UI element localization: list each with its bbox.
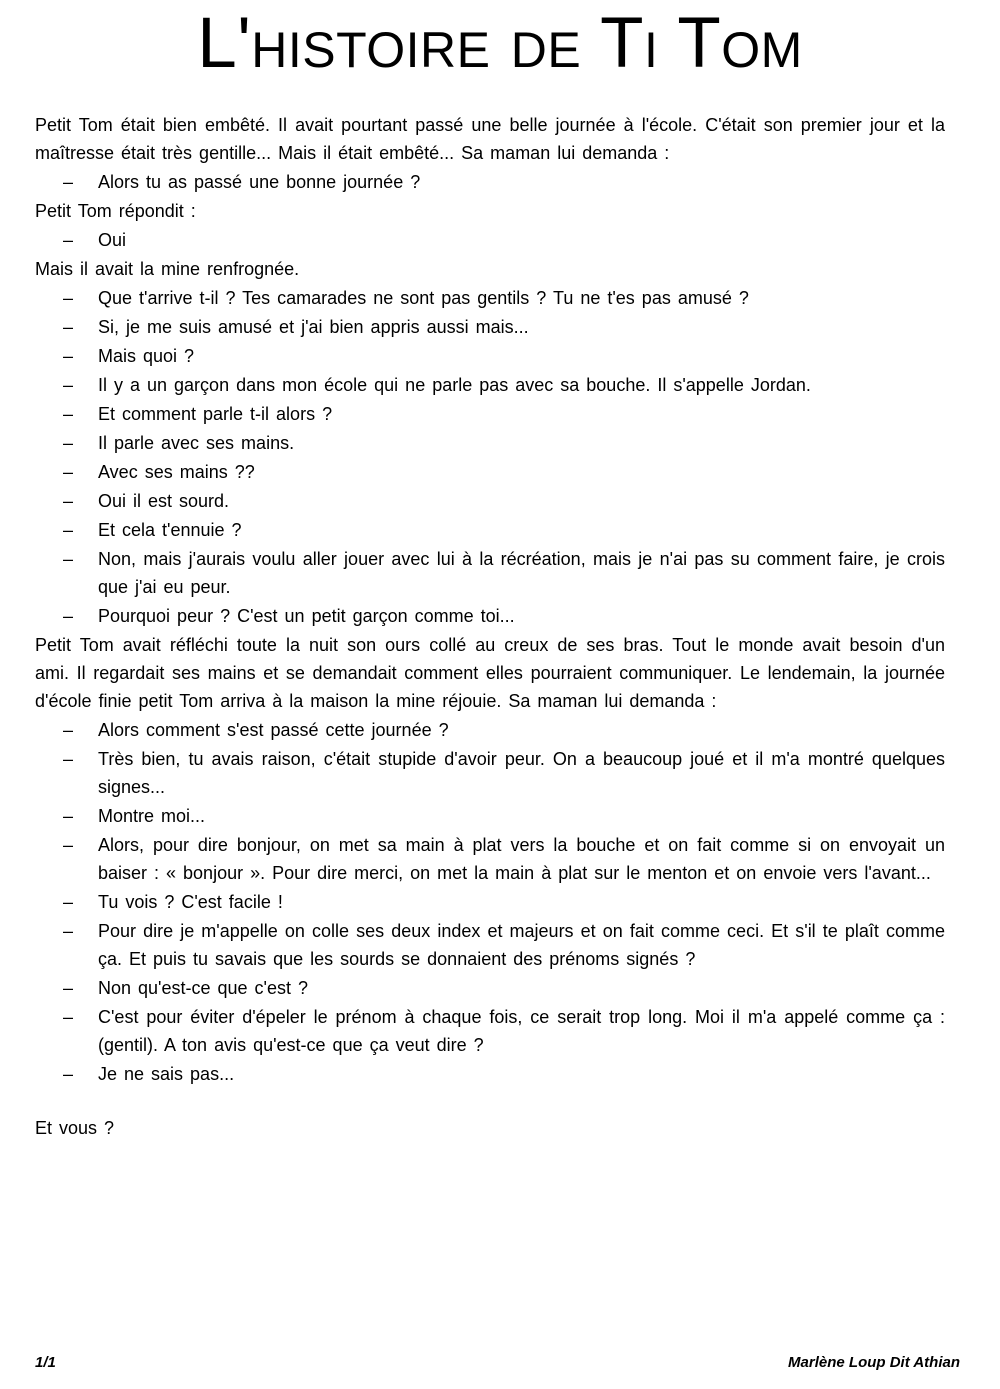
dialogue-line xyxy=(35,888,945,916)
dialogue-line xyxy=(35,342,945,370)
dialogue-dash: – xyxy=(63,404,74,424)
dialogue-dash: – xyxy=(63,462,74,482)
dialogue-dash: – xyxy=(63,288,74,308)
page-footer xyxy=(35,1353,960,1373)
dialogue-dash: – xyxy=(63,978,74,998)
dialogue-text: Pour dire je m'appelle on colle ses deux index et majeurs et on fait comme ceci. Et s'il te plaît comme ça. Et puis tu savais que les sourds se donnaient des prénoms signés ? xyxy=(98,921,945,969)
dialogue-dash: – xyxy=(63,433,74,453)
dialogue-line xyxy=(35,458,945,486)
dialogue-line xyxy=(35,545,945,601)
dialogue-text: Si, je me suis amusé et j'ai bien appris aussi mais... xyxy=(98,317,529,337)
dialogue-line xyxy=(35,802,945,830)
dialogue-line xyxy=(35,168,945,196)
dialogue-text: Alors, pour dire bonjour, on met sa main à plat vers la bouche et on fait comme si on envoyait un baiser : « bonjour ». Pour dire merci, on met la main à plat sur le menton et on envoie vers l'avant... xyxy=(98,835,945,883)
dialogue-dash: – xyxy=(63,491,74,511)
dialogue-dash: – xyxy=(63,375,74,395)
dialogue-dash: – xyxy=(63,1007,74,1027)
dialogue-dash: – xyxy=(63,921,74,941)
dialogue-text: Oui il est sourd. xyxy=(98,491,230,511)
dialogue-line xyxy=(35,516,945,544)
dialogue-text: Et cela t'ennuie ? xyxy=(98,520,242,540)
dialogue-dash: – xyxy=(63,230,74,250)
dialogue-dash: – xyxy=(63,806,74,826)
story-paragraph: Petit Tom répondit : xyxy=(35,201,196,221)
author-name: Marlène Loup Dit Athian xyxy=(788,1354,960,1371)
dialogue-text: Il parle avec ses mains. xyxy=(98,433,295,453)
dialogue-dash: – xyxy=(63,835,74,855)
dialogue-line xyxy=(35,716,945,744)
dialogue-line xyxy=(35,371,945,399)
dialogue-text: Pourquoi peur ? C'est un petit garçon comme toi... xyxy=(98,606,515,626)
page-number: 1/1 xyxy=(35,1354,56,1371)
dialogue-line xyxy=(35,917,945,973)
dialogue-line xyxy=(35,313,945,341)
dialogue-text: C'est pour éviter d'épeler le prénom à chaque fois, ce serait trop long. Moi il m'a appelé comme ça : (gentil). A ton avis qu'est-ce que ça veut dire ? xyxy=(98,1007,945,1055)
story-paragraph: Petit Tom était bien embêté. Il avait pourtant passé une belle journée à l'école. C'était son premier jour et la maîtresse était très gentille... Mais il était embêté... Sa maman lui demanda : xyxy=(35,115,945,163)
story-paragraph: Petit Tom avait réfléchi toute la nuit son ours collé au creux de ses bras. Tout le monde avait besoin d'un ami. Il regardait ses mains et se demandait comment elles pourraient communiquer. Le lendemain, la journée d'école finie petit Tom arriva à la maison la mine réjouie. Sa maman lui demanda : xyxy=(35,635,945,711)
dialogue-dash: – xyxy=(63,172,74,192)
dialogue-text: Très bien, tu avais raison, c'était stupide d'avoir peur. On a beaucoup joué et il m'a montré quelques signes... xyxy=(98,749,945,797)
dialogue-text: Il y a un garçon dans mon école qui ne parle pas avec sa bouche. Il s'appelle Jordan. xyxy=(98,375,811,395)
dialogue-text: Alors comment s'est passé cette journée ? xyxy=(98,720,449,740)
dialogue-text: Alors tu as passé une bonne journée ? xyxy=(98,172,421,192)
dialogue-line xyxy=(35,745,945,801)
dialogue-text: Non qu'est-ce que c'est ? xyxy=(98,978,308,998)
dialogue-line xyxy=(35,284,945,312)
dialogue-text: Montre moi... xyxy=(98,806,206,826)
dialogue-line xyxy=(35,602,945,630)
dialogue-line xyxy=(35,1003,945,1059)
dialogue-text: Mais quoi ? xyxy=(98,346,195,366)
dialogue-line xyxy=(35,1060,945,1088)
document-content xyxy=(0,111,1000,1142)
dialogue-dash: – xyxy=(63,749,74,769)
dialogue-dash: – xyxy=(63,520,74,540)
dialogue-line xyxy=(35,226,945,254)
dialogue-text: Je ne sais pas... xyxy=(98,1064,235,1084)
dialogue-text: Oui xyxy=(98,230,127,250)
dialogue-dash: – xyxy=(63,606,74,626)
dialogue-text: Non, mais j'aurais voulu aller jouer avec lui à la récréation, mais je n'ai pas su comment faire, je crois que j'ai eu peur. xyxy=(98,549,945,597)
dialogue-text: Avec ses mains ?? xyxy=(98,462,255,482)
dialogue-line xyxy=(35,487,945,515)
dialogue-dash: – xyxy=(63,892,74,912)
dialogue-line xyxy=(35,429,945,457)
story-paragraph: Mais il avait la mine renfrognée. xyxy=(35,259,300,279)
story-paragraph: Et vous ? xyxy=(35,1118,115,1138)
dialogue-dash: – xyxy=(63,1064,74,1084)
dialogue-dash: – xyxy=(63,346,74,366)
dialogue-text: Tu vois ? C'est facile ! xyxy=(98,892,283,912)
dialogue-text: Que t'arrive t-il ? Tes camarades ne sont pas gentils ? Tu ne t'es pas amusé ? xyxy=(98,288,749,308)
dialogue-dash: – xyxy=(63,317,74,337)
dialogue-line xyxy=(35,974,945,1002)
dialogue-text: Et comment parle t-il alors ? xyxy=(98,404,333,424)
page-title: L'histoire de Ti Tom xyxy=(197,4,803,83)
dialogue-dash: – xyxy=(63,549,74,569)
dialogue-line xyxy=(35,831,945,887)
dialogue-dash: – xyxy=(63,720,74,740)
dialogue-line xyxy=(35,400,945,428)
